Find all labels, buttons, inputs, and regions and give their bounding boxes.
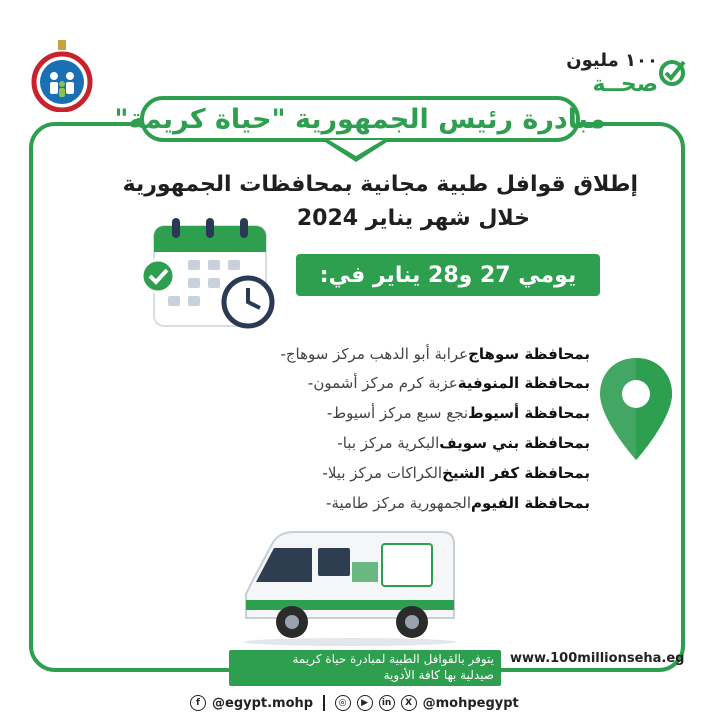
location-governorate: بمحافظة بني سويف [439, 434, 590, 452]
medical-van-illustration [232, 522, 460, 646]
pharmacy-note-line-1: يتوفر بالقوافل الطبية لمبادرة حياة كريمة [292, 652, 494, 666]
map-pin-icon [596, 356, 676, 462]
location-place: الجمهورية مركز طامية [331, 494, 472, 512]
location-place: نجع سبع مركز أسيوط [332, 404, 469, 422]
social-bar [190, 692, 530, 714]
divider [323, 695, 325, 711]
title-banner [114, 96, 606, 142]
location-place: عرابة أبو الدهب مركز سوهاج [285, 345, 469, 363]
list-item: - عزبة كرم مركز أشمون بمحافظة المنوفية [307, 374, 590, 392]
x-icon[interactable]: X [401, 695, 417, 711]
brand-bottom-text: صحــة [592, 72, 658, 97]
location-governorate: بمحافظة أسيوط [468, 404, 590, 422]
headline-line-2: خلال شهر يناير 2024 [296, 206, 530, 231]
brand-top-text: ١٠٠ مليون [566, 50, 658, 71]
list-item: - البكرية مركز ببا بمحافظة بني سويف [337, 434, 590, 452]
website-link[interactable]: www.100millionseha.eg [510, 651, 685, 666]
title-banner-text: مبادرة رئيس الجمهورية "حياة كريمة" [114, 103, 606, 135]
list-item: - الكراكات مركز بيلا بمحافظة كفر الشيخ [322, 464, 590, 482]
date-bar [296, 254, 600, 296]
location-place: عزبة كرم مركز أشمون [313, 374, 458, 392]
banner-pointer-inner [329, 140, 383, 156]
pharmacy-note-line-2: صيدلية بها كافة الأدوية [383, 668, 494, 682]
location-governorate: بمحافظة كفر الشيخ [442, 464, 590, 482]
location-governorate: بمحافظة المنوفية [457, 374, 590, 392]
calendar-icon [136, 218, 284, 336]
location-place: الكراكات مركز بيلا [327, 464, 443, 482]
location-governorate: بمحافظة سوهاج [468, 345, 590, 363]
linkedin-icon[interactable]: in [379, 695, 395, 711]
list-item: - عرابة أبو الدهب مركز سوهاج بمحافظة سوهاج [280, 345, 590, 363]
social-handle[interactable]: @mohpegypt [422, 695, 519, 711]
list-item: - نجع سبع مركز أسيوط بمحافظة أسيوط [326, 404, 590, 422]
check-icon [658, 56, 686, 90]
location-place: البكرية مركز ببا [342, 434, 440, 452]
instagram-icon[interactable]: ◎ [335, 695, 351, 711]
brand-logo [566, 50, 686, 100]
facebook-handle[interactable]: @egypt.mohp [212, 695, 314, 711]
headline-line-1: إطلاق قوافل طبية مجانية بمحافظات الجمهورية [122, 172, 638, 197]
date-bar-text: يومي 27 و28 يناير في: [319, 262, 577, 288]
youtube-icon[interactable]: ▶ [357, 695, 373, 711]
location-governorate: بمحافظة الفيوم [471, 494, 590, 512]
list-item: - الجمهورية مركز طامية بمحافظة الفيوم [326, 494, 590, 512]
facebook-icon[interactable]: f [190, 695, 206, 711]
ministry-logo [30, 40, 94, 112]
